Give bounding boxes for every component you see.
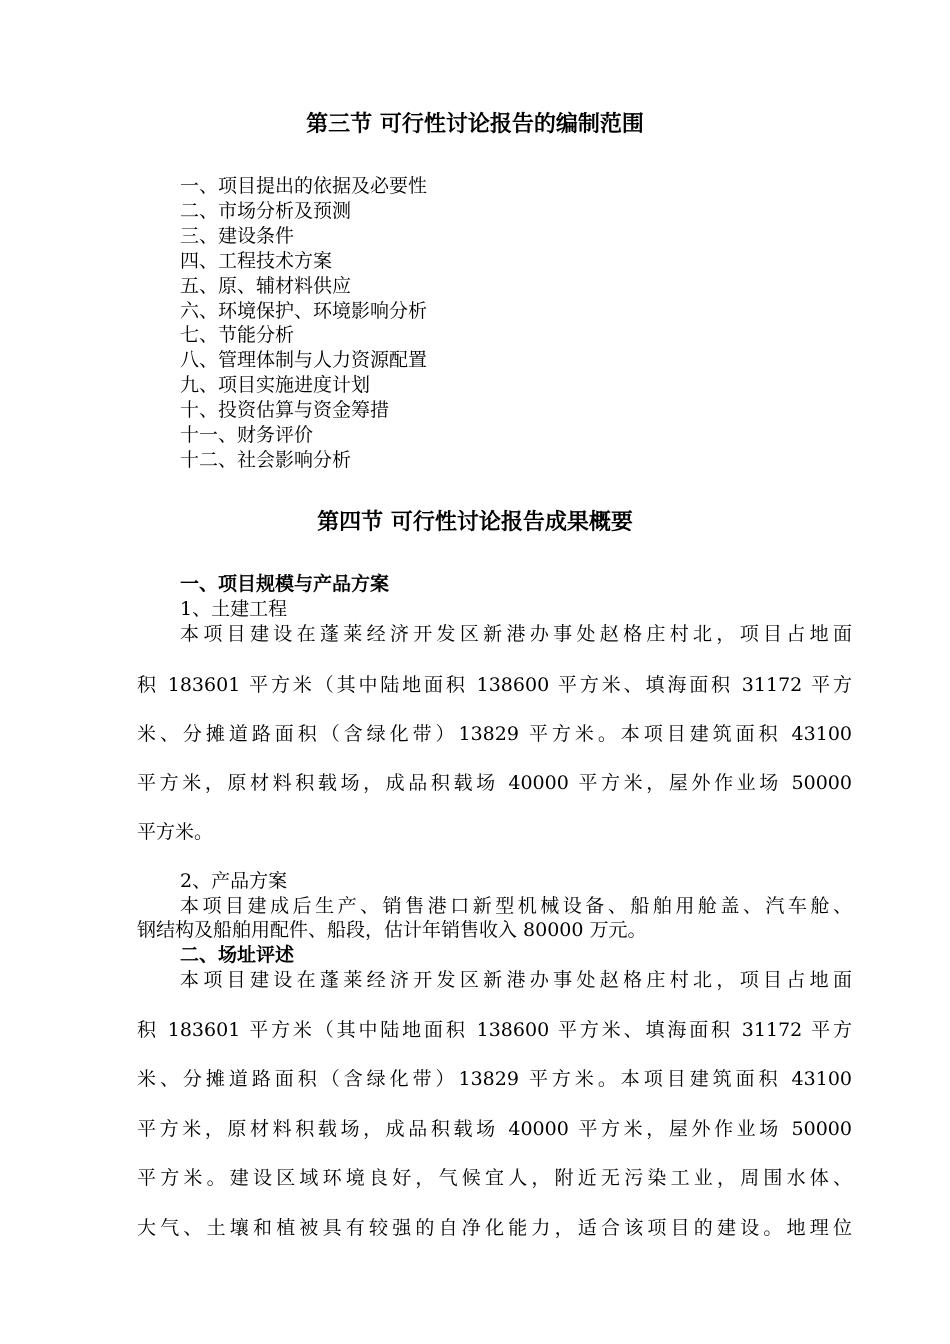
section4-title: 第四节 可行性讨论报告成果概要 <box>317 510 633 535</box>
paragraph-line: 积 183601 平方米（其中陆地面积 138600 平方米、填海面积 31172 平方 <box>137 674 852 696</box>
paragraph-line: 本项目建设在蓬莱经济开发区新港办事处赵格庄村北，项目占地面 <box>180 623 852 645</box>
part2-heading: 二、场址评述 <box>180 944 295 966</box>
paragraph-line: 大气、土壤和植被具有较强的自净化能力，适合该项目的建设。地理位 <box>137 1217 852 1239</box>
section3-title: 第三节 可行性讨论报告的编制范围 <box>306 112 644 137</box>
paragraph-line: 本项目建成后生产、销售港口新型机械设备、船舶用舱盖、汽车舱、 <box>180 895 852 917</box>
paragraph-line: 平方米，原材料积载场，成品积载场 40000 平方米，屋外作业场 50000 <box>137 772 852 794</box>
list-item: 三、建设条件 <box>180 224 295 247</box>
paragraph-line: 平方米。 <box>137 821 214 843</box>
list-item: 九、项目实施进度计划 <box>180 374 371 397</box>
list-item: 五、原、辅材料供应 <box>180 274 352 297</box>
list-item: 十二、社会影响分析 <box>180 448 352 471</box>
paragraph-line: 平方米。建设区域环境良好，气候宜人，附近无污染工业，周围水体、 <box>137 1167 852 1189</box>
paragraph-line: 平方米，原材料积载场，成品积载场 40000 平方米，屋外作业场 50000 <box>137 1118 852 1140</box>
list-item: 十一、财务评价 <box>180 424 314 447</box>
list-item: 七、节能分析 <box>180 324 295 347</box>
section3-list <box>180 174 427 473</box>
list-item: 二、市场分析及预测 <box>180 199 352 222</box>
item1-label: 1、土建工程 <box>180 598 288 620</box>
paragraph-line: 积 183601 平方米（其中陆地面积 138600 平方米、填海面积 31172 平方 <box>137 1019 852 1041</box>
paragraph-line: 米、分摊道路面积（含绿化带）13829 平方米。本项目建筑面积 43100 <box>137 1068 852 1090</box>
list-item: 十、投资估算与资金筹措 <box>180 399 390 422</box>
paragraph-line: 米、分摊道路面积（含绿化带）13829 平方米。本项目建筑面积 43100 <box>137 723 852 745</box>
paragraph-line: 本项目建设在蓬莱经济开发区新港办事处赵格庄村北，项目占地面 <box>180 969 852 991</box>
part1-heading: 一、项目规模与产品方案 <box>180 573 390 595</box>
item2-label: 2、产品方案 <box>180 870 288 892</box>
list-item: 八、管理体制与人力资源配置 <box>180 349 428 372</box>
list-item: 六、环境保护、环境影响分析 <box>180 299 428 322</box>
list-item: 四、工程技术方案 <box>180 249 333 272</box>
list-item: 一、项目提出的依据及必要性 <box>180 175 428 197</box>
paragraph-line: 钢结构及船舶用配件、船段，估计年销售收入 80000 万元。 <box>137 919 647 941</box>
